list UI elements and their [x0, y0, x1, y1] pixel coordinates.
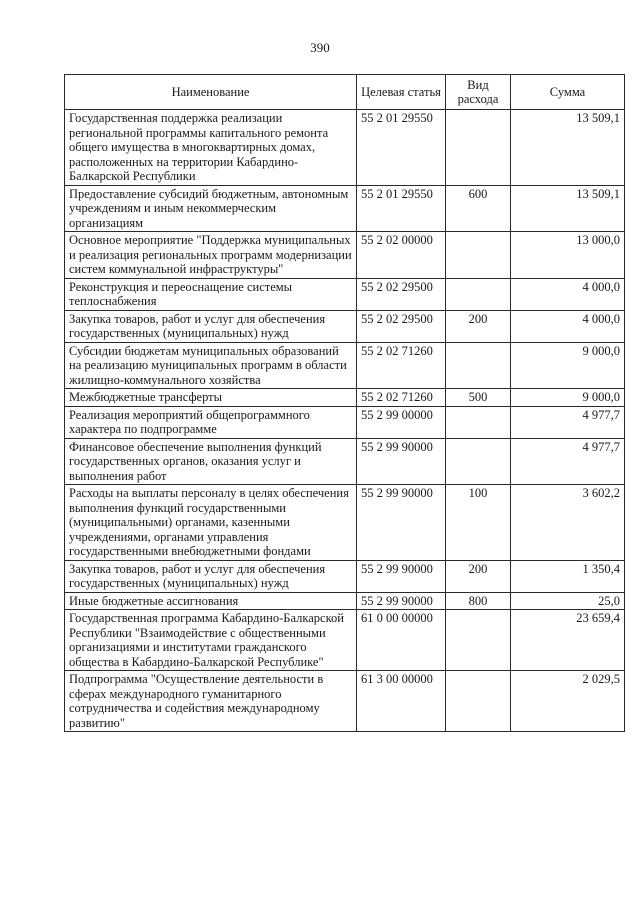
cell-type: [446, 406, 511, 438]
cell-type: [446, 110, 511, 186]
header-sum: Сумма: [511, 75, 625, 110]
cell-code: 55 2 99 90000: [357, 438, 446, 485]
table-row: [65, 671, 625, 732]
cell-code: 55 2 99 90000: [357, 560, 446, 592]
header-type: Вид расхода: [446, 75, 511, 110]
table-row: [65, 185, 625, 232]
cell-name: Подпрограмма "Осуществление деятельности в сферах международного гуманитарного сотрудничества и содействия международному развитию": [65, 671, 357, 732]
page-number: 390: [310, 40, 330, 55]
table-header-row: [65, 75, 625, 110]
cell-sum: 4 977,7: [511, 438, 625, 485]
cell-sum: 4 000,0: [511, 278, 625, 310]
cell-sum: 13 509,1: [511, 185, 625, 232]
cell-name: Реконструкция и переоснащение системы теплоснабжения: [65, 278, 357, 310]
table-body: [65, 110, 625, 732]
cell-sum: 13 509,1: [511, 110, 625, 186]
cell-type: 500: [446, 389, 511, 407]
table-row: [65, 592, 625, 610]
cell-sum: 4 000,0: [511, 310, 625, 342]
cell-type: [446, 342, 511, 389]
table-row: [65, 232, 625, 279]
cell-code: 55 2 01 29550: [357, 185, 446, 232]
header-name: Наименование: [65, 75, 357, 110]
cell-name: Финансовое обеспечение выполнения функций государственных органов, оказания услуг и выполнения работ: [65, 438, 357, 485]
cell-code: 55 2 02 71260: [357, 389, 446, 407]
cell-name: Субсидии бюджетам муниципальных образований на реализацию муниципальных программ в области жилищно-коммунального хозяйства: [65, 342, 357, 389]
cell-type: [446, 278, 511, 310]
table-row: [65, 485, 625, 561]
table-row: [65, 610, 625, 671]
cell-type: [446, 438, 511, 485]
cell-type: 800: [446, 592, 511, 610]
cell-type: [446, 671, 511, 732]
header-code: Целевая статья: [357, 75, 446, 110]
cell-code: 55 2 99 90000: [357, 485, 446, 561]
cell-code: 55 2 02 71260: [357, 342, 446, 389]
cell-code: 61 3 00 00000: [357, 671, 446, 732]
table-row: [65, 110, 625, 186]
cell-sum: 9 000,0: [511, 342, 625, 389]
cell-type: 200: [446, 310, 511, 342]
cell-name: Предоставление субсидий бюджетным, автономным учреждениям и иным некоммерческим организациям: [65, 185, 357, 232]
cell-type: 100: [446, 485, 511, 561]
table-row: [65, 389, 625, 407]
cell-sum: 25,0: [511, 592, 625, 610]
cell-sum: 13 000,0: [511, 232, 625, 279]
cell-name: Реализация мероприятий общепрограммного характера по подпрограмме: [65, 406, 357, 438]
cell-sum: 23 659,4: [511, 610, 625, 671]
cell-type: 600: [446, 185, 511, 232]
table-row: [65, 310, 625, 342]
table-row: [65, 560, 625, 592]
cell-sum: 9 000,0: [511, 389, 625, 407]
cell-name: Государственная программа Кабардино-Балкарской Республики "Взаимодействие с общественными организациями и институтами гражданского общества в Кабардино-Балкарской Республике": [65, 610, 357, 671]
cell-name: Иные бюджетные ассигнования: [65, 592, 357, 610]
table-row: [65, 342, 625, 389]
cell-name: Межбюджетные трансферты: [65, 389, 357, 407]
cell-code: 55 2 02 29500: [357, 310, 446, 342]
cell-sum: 1 350,4: [511, 560, 625, 592]
table-row: [65, 278, 625, 310]
cell-name: Основное мероприятие "Поддержка муниципальных и реализация региональных программ модернизации систем коммунальной инфраструктуры": [65, 232, 357, 279]
cell-sum: 3 602,2: [511, 485, 625, 561]
cell-code: 61 0 00 00000: [357, 610, 446, 671]
table-row: [65, 406, 625, 438]
cell-name: Закупка товаров, работ и услуг для обеспечения государственных (муниципальных) нужд: [65, 310, 357, 342]
budget-table: [64, 74, 625, 732]
cell-name: Расходы на выплаты персоналу в целях обеспечения выполнения функций государственными (муниципальными) органами, казенными учреждениями, органами управления государственными внебюджетными фондами: [65, 485, 357, 561]
cell-code: 55 2 02 00000: [357, 232, 446, 279]
cell-code: 55 2 02 29500: [357, 278, 446, 310]
cell-sum: 4 977,7: [511, 406, 625, 438]
table-row: [65, 438, 625, 485]
cell-name: Государственная поддержка реализации региональной программы капитального ремонта общего имущества в многоквартирных домах, расположенных на территории Кабардино-Балкарской Республики: [65, 110, 357, 186]
cell-code: 55 2 99 90000: [357, 592, 446, 610]
cell-code: 55 2 99 00000: [357, 406, 446, 438]
cell-type: [446, 610, 511, 671]
cell-code: 55 2 01 29550: [357, 110, 446, 186]
cell-name: Закупка товаров, работ и услуг для обеспечения государственных (муниципальных) нужд: [65, 560, 357, 592]
cell-sum: 2 029,5: [511, 671, 625, 732]
cell-type: 200: [446, 560, 511, 592]
cell-type: [446, 232, 511, 279]
